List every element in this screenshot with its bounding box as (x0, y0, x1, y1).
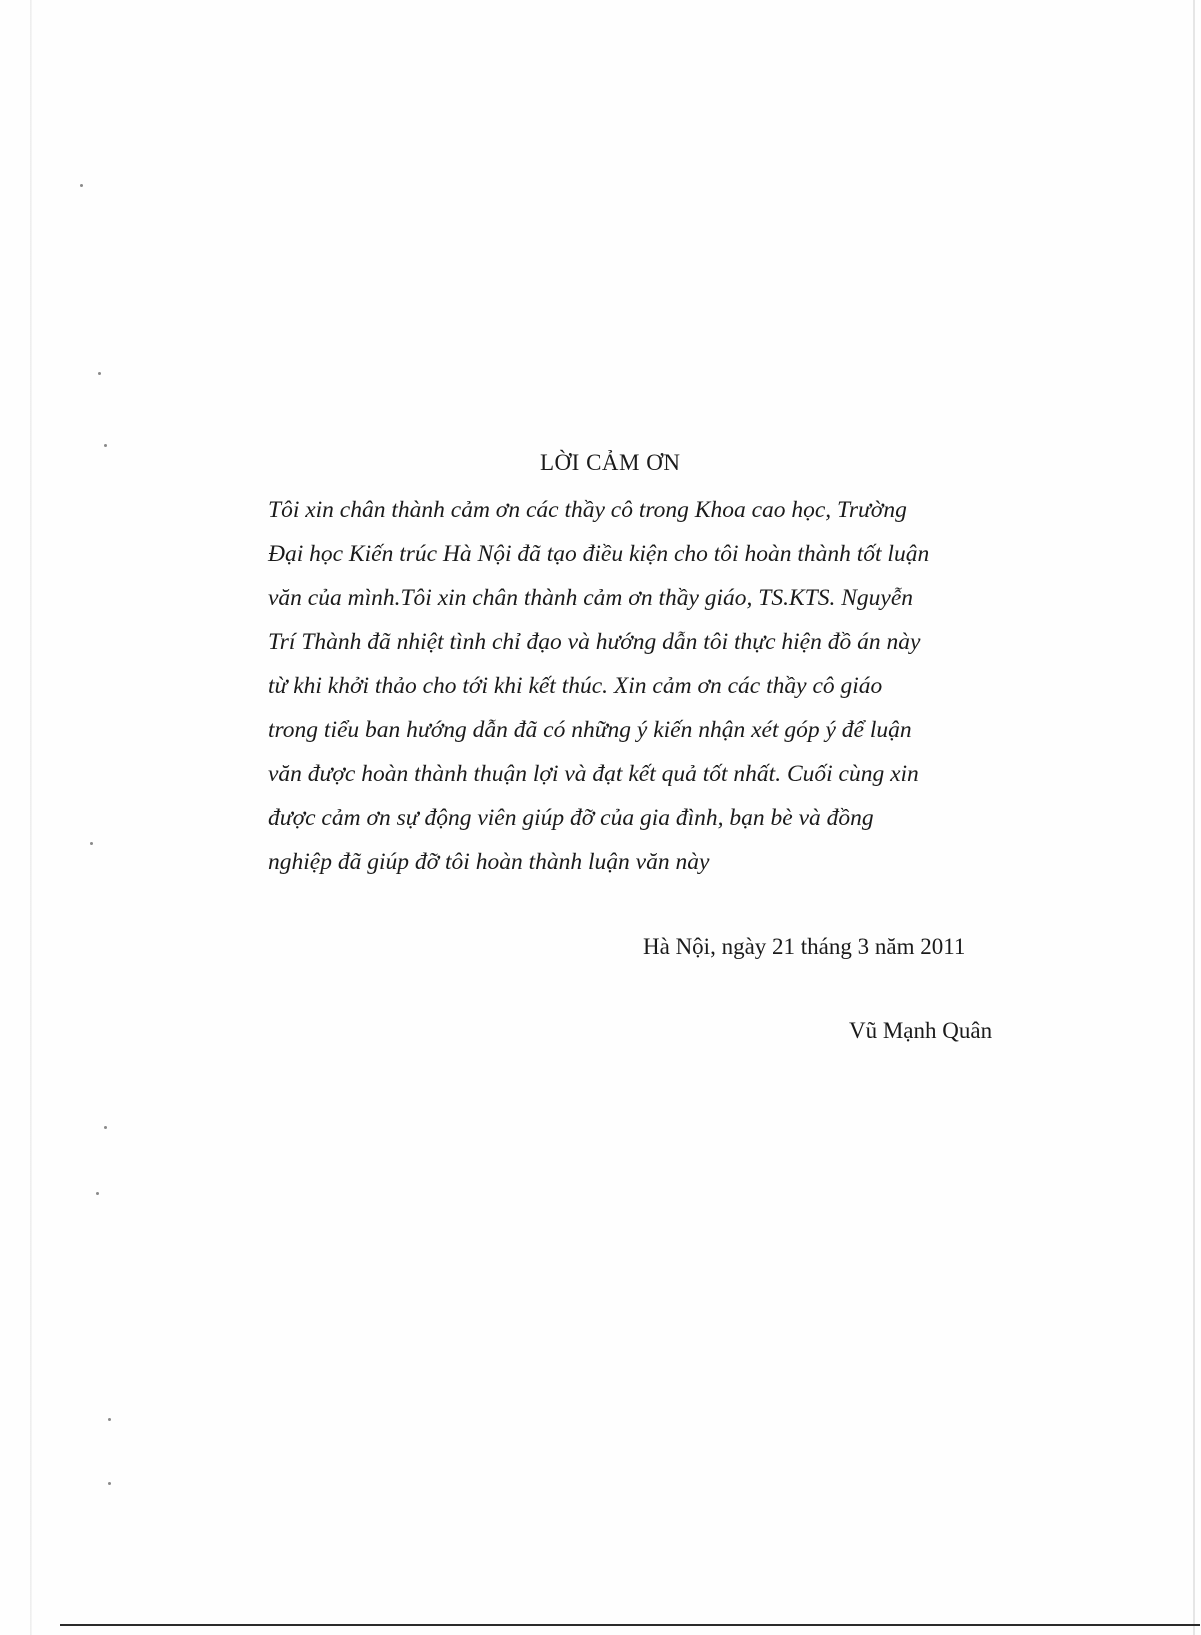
paragraph-line: Đại học Kiến trúc Hà Nội đã tạo điều kiện cho tôi hoàn thành tốt luận (268, 541, 930, 567)
scan-speck (90, 842, 93, 845)
author-signature: Vũ Mạnh Quân (849, 1018, 993, 1043)
bottom-rule (60, 1624, 1200, 1626)
scan-speck (96, 1192, 99, 1195)
date-line: Hà Nội, ngày 21 tháng 3 năm 2011 (643, 934, 966, 959)
paragraph-line: nghiệp đã giúp đỡ tôi hoàn thành luận văn này (268, 849, 710, 875)
paragraph-line: trong tiểu ban hướng dẫn đã có những ý kiến nhận xét góp ý để luận (268, 717, 912, 743)
scan-speck (104, 1126, 107, 1129)
scan-speck (108, 1418, 111, 1421)
scan-speck (80, 184, 83, 187)
paragraph-line: Trí Thành đã nhiệt tình chỉ đạo và hướng dẫn tôi thực hiện đồ án này (268, 629, 921, 655)
scan-speck (98, 372, 101, 375)
paragraph-line: văn của mình.Tôi xin chân thành cảm ơn thầy giáo, TS.KTS. Nguyễn (268, 585, 914, 611)
acknowledgement-paragraph (268, 488, 1008, 884)
paragraph-line: văn được hoàn thành thuận lợi và đạt kết quả tốt nhất. Cuối cùng xin (268, 761, 919, 787)
scan-left-edge (30, 0, 32, 1635)
scan-speck (108, 1482, 111, 1485)
scan-right-edge (1193, 0, 1195, 1635)
paragraph-line: được cảm ơn sự động viên giúp đỡ của gia đình, bạn bè và đồng (268, 805, 874, 831)
paragraph-line: Tôi xin chân thành cảm ơn các thầy cô trong Khoa cao học, Trường (268, 497, 907, 523)
scan-speck (104, 444, 107, 447)
page-title: LỜI CẢM ƠN (540, 450, 681, 475)
paragraph-line: từ khi khởi thảo cho tới khi kết thúc. Xin cảm ơn các thầy cô giáo (268, 673, 883, 699)
